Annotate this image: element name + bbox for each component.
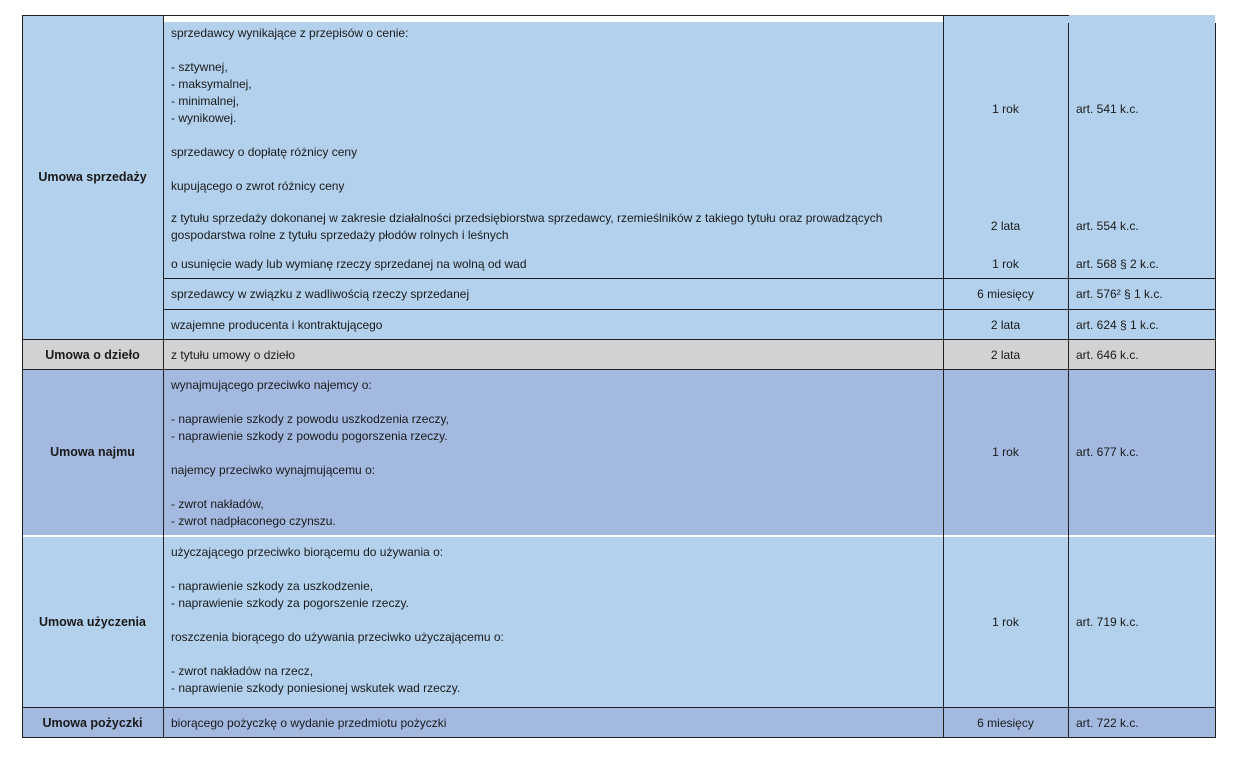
article-ref: art. 722 k.c. bbox=[1076, 715, 1139, 730]
description-cell bbox=[163, 279, 943, 310]
term-value: 1 rok bbox=[992, 445, 1019, 459]
category-label: Umowa najmu bbox=[50, 445, 135, 459]
article-ref: art. 677 k.c. bbox=[1076, 445, 1139, 459]
term-value: 6 miesięcy bbox=[977, 287, 1034, 301]
term-cell bbox=[943, 340, 1068, 370]
description-cell: sprzedawcy wynikające z przepisów o cenie: - sztywnej, - maksymalnej, - minimalnej, - wynikowej. sprzedawcy o dopłatę różnicy ceny kupującego o zwrot różnicy ceny bbox=[163, 22, 943, 204]
category-label: Umowa pożyczki bbox=[42, 715, 143, 730]
term-cell bbox=[943, 310, 1068, 340]
description-text: wzajemne producenta i kontraktującego bbox=[171, 317, 383, 332]
term-value: 1 rok bbox=[992, 615, 1019, 629]
category-label: Umowa o dzieło bbox=[45, 347, 140, 362]
term-cell bbox=[943, 279, 1068, 310]
category-cell bbox=[22, 340, 163, 370]
grid-line bbox=[943, 15, 944, 738]
article-cell bbox=[1068, 249, 1215, 279]
article-cell bbox=[1068, 15, 1215, 204]
description-cell bbox=[163, 249, 943, 279]
article-cell bbox=[1068, 340, 1215, 370]
term-value: 2 lata bbox=[990, 219, 1021, 233]
category-cell bbox=[22, 708, 163, 738]
grid-line bbox=[163, 15, 164, 738]
description-cell bbox=[163, 340, 943, 370]
term-cell bbox=[943, 15, 1068, 204]
category-label: Umowa użyczenia bbox=[39, 615, 146, 629]
grid-line bbox=[22, 707, 1215, 708]
grid-line bbox=[22, 369, 1215, 370]
description-text: o usunięcie wady lub wymianę rzeczy sprzedanej na wolną od wad bbox=[171, 256, 527, 271]
grid-line bbox=[1215, 23, 1216, 738]
term-cell bbox=[943, 204, 1068, 249]
description-cell bbox=[163, 310, 943, 340]
category-cell bbox=[22, 370, 163, 535]
group-separator bbox=[22, 535, 1215, 537]
article-cell bbox=[1068, 708, 1215, 738]
description-text: z tytułu sprzedaży dokonanej w zakresie działalności przedsiębiorstwa sprzedawcy, rzemieślników z takiego tytułu oraz prowadzących gospodarstwa rolne z tytułu sprzedaży płodów rolnych i leśnych bbox=[171, 210, 883, 242]
term-value: 1 rok bbox=[992, 256, 1019, 271]
grid-line bbox=[22, 15, 23, 738]
description-cell: użyczającego przeciwko biorącemu do używania o: - naprawienie szkody za uszkodzenie, - naprawienie szkody za pogorszenie rzeczy. roszczenia biorącego do używania przeciwko użyczającemu o: - zwrot nakładów na rzecz, - naprawienie szkody poniesionej wskutek wad rzeczy. bbox=[163, 537, 943, 708]
category-label: Umowa sprzedaży bbox=[38, 170, 147, 184]
grid-line bbox=[163, 278, 1215, 279]
term-value: 6 miesięcy bbox=[977, 715, 1034, 730]
term-value: 2 lata bbox=[990, 317, 1021, 332]
description-text: biorącego pożyczkę o wydanie przedmiotu pożyczki bbox=[171, 715, 447, 730]
article-cell bbox=[1068, 204, 1215, 249]
term-cell bbox=[943, 708, 1068, 738]
grid-line bbox=[22, 339, 1215, 340]
article-ref: art. 576² § 1 k.c. bbox=[1076, 287, 1163, 301]
term-value: 1 rok bbox=[992, 102, 1019, 116]
term-cell bbox=[943, 537, 1068, 708]
category-cell bbox=[22, 537, 163, 708]
article-ref: art. 719 k.c. bbox=[1076, 615, 1139, 629]
description-text: z tytułu umowy o dzieło bbox=[171, 347, 296, 362]
grid-line bbox=[22, 15, 1069, 16]
grid-line bbox=[1068, 23, 1069, 738]
article-cell bbox=[1068, 370, 1215, 535]
grid-line bbox=[163, 309, 1215, 310]
article-ref: art. 646 k.c. bbox=[1076, 347, 1139, 362]
description-cell: wynajmującego przeciwko najemcy o: - naprawienie szkody z powodu uszkodzenia rzeczy, - naprawienie szkody z powodu pogorszenia rzeczy. najemcy przeciwko wynajmującemu o: - zwrot nakładów, - zwrot nadpłaconego czynszu. bbox=[163, 370, 943, 535]
description-cell bbox=[163, 708, 943, 738]
article-ref: art. 568 § 2 k.c. bbox=[1076, 256, 1159, 271]
category-cell bbox=[22, 15, 163, 340]
article-cell bbox=[1068, 279, 1215, 310]
article-cell bbox=[1068, 310, 1215, 340]
description-text: sprzedawcy w związku z wadliwością rzeczy sprzedanej bbox=[171, 287, 470, 301]
article-ref: art. 554 k.c. bbox=[1076, 219, 1139, 233]
term-value: 2 lata bbox=[990, 347, 1021, 362]
description-cell bbox=[163, 204, 943, 249]
article-ref: art. 624 § 1 k.c. bbox=[1076, 317, 1159, 332]
article-ref: art. 541 k.c. bbox=[1076, 102, 1139, 116]
term-cell bbox=[943, 249, 1068, 279]
article-cell bbox=[1068, 537, 1215, 708]
grid-line bbox=[22, 737, 1215, 738]
term-cell bbox=[943, 370, 1068, 535]
